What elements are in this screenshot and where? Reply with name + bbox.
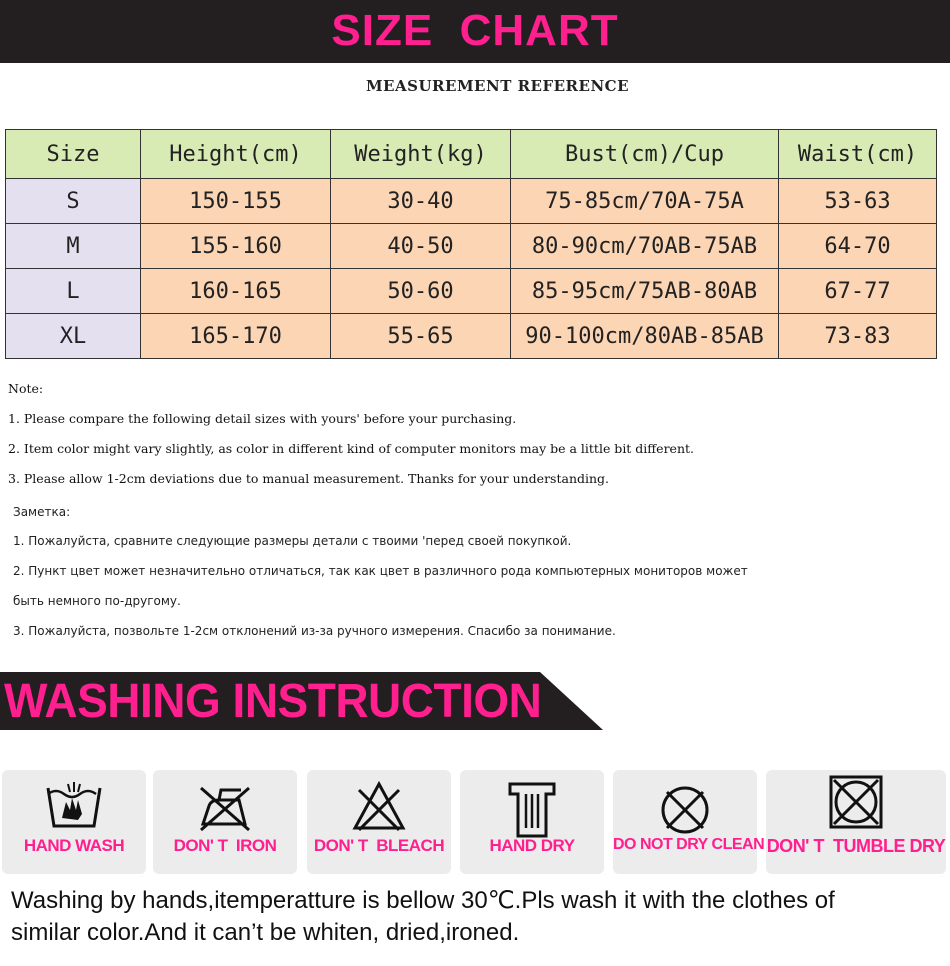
cell-bust: 80-90cm/70AB-75AB [511, 224, 779, 269]
no-tumble-dry-icon [828, 774, 884, 830]
header-height: Height(cm) [141, 130, 331, 179]
header-bust: Bust(cm)/Cup [511, 130, 779, 179]
cell-size: M [6, 224, 141, 269]
table-row [6, 314, 937, 359]
note-item-2: 2. Item color might vary slightly, as color in different kind of computer monitors may be a little bit different. [8, 441, 695, 456]
cell-bust: 75-85cm/70A-75A [511, 179, 779, 224]
header-weight: Weight(kg) [331, 130, 511, 179]
care-label-no-bleach: DON' T BLEACH [313, 836, 445, 855]
no-dry-clean-icon [655, 780, 715, 840]
care-card-hand-wash [2, 770, 146, 874]
cell-height: 155-160 [141, 224, 331, 269]
care-card-hand-dry [460, 770, 604, 874]
cell-bust: 85-95cm/75AB-80AB [511, 269, 779, 314]
size-chart-title: SIZE CHART [331, 6, 619, 55]
cell-height: 165-170 [141, 314, 331, 359]
note-item-1: 1. Please compare the following detail sizes with yours' before your purchasing. [8, 411, 517, 426]
cell-waist: 67-77 [779, 269, 937, 314]
washing-description-line-2: similar color.And it can’t be whiten, dried,ironed. [11, 919, 520, 946]
table-row [6, 179, 937, 224]
cell-bust: 90-100cm/80AB-85AB [511, 314, 779, 359]
cell-waist: 53-63 [779, 179, 937, 224]
cell-height: 160-165 [141, 269, 331, 314]
header-waist: Waist(cm) [779, 130, 937, 179]
care-card-no-tumble-dry [766, 770, 946, 874]
cell-weight: 50-60 [331, 269, 511, 314]
note-heading: Note: [8, 381, 44, 396]
care-card-no-bleach [307, 770, 451, 874]
table-row [6, 269, 937, 314]
no-iron-icon [195, 780, 255, 834]
note-item-3: 3. Please allow 1-2cm deviations due to manual measurement. Thanks for your understanding. [8, 471, 610, 486]
note-ru-item-1: 1. Пожалуйста, сравните следующие размеры детали с твоими 'перед своей покупкой. [13, 534, 572, 548]
note-ru-item-3: 3. Пожалуйста, позвольте 1-2см отклонений из-за ручного измерения. Спасибо за понимание. [13, 624, 616, 638]
table-row [6, 224, 937, 269]
cell-height: 150-155 [141, 179, 331, 224]
washing-description-line-1: Washing by hands,itemperatture is bellow 30℃.Pls wash it with the clothes of [11, 887, 835, 914]
cell-size: S [6, 179, 141, 224]
cell-size: L [6, 269, 141, 314]
cell-size: XL [6, 314, 141, 359]
hand-wash-icon [44, 780, 104, 834]
size-table [5, 129, 937, 359]
no-bleach-icon [349, 780, 409, 834]
hand-dry-icon [502, 780, 562, 840]
measurement-reference-subtitle: MEASUREMENT REFERENCE [365, 77, 630, 95]
care-label-no-tumble-dry: DON' T TUMBLE DRY [766, 836, 946, 856]
note-ru-item-2: 2. Пункт цвет может незначительно отличаться, так как цвет в различного рода компьютерных мониторов может [13, 564, 748, 578]
cell-waist: 73-83 [779, 314, 937, 359]
washing-title: WASHING INSTRUCTION [4, 672, 542, 728]
care-label-hand-dry: HAND DRY [489, 836, 575, 855]
cell-waist: 64-70 [779, 224, 937, 269]
cell-weight: 40-50 [331, 224, 511, 269]
care-label-no-dry-clean: DO NOT DRY CLEAN [613, 836, 765, 853]
care-card-no-dry-clean [613, 770, 765, 874]
care-label-hand-wash: HAND WASH [23, 836, 125, 855]
care-card-no-iron [153, 770, 297, 874]
note-ru-heading: Заметка: [13, 505, 71, 519]
care-label-no-iron: DON' T IRON [173, 836, 277, 855]
table-header-row [6, 130, 937, 179]
note-ru-item-2-cont: быть немного по-другому. [13, 594, 181, 608]
header-size: Size [6, 130, 141, 179]
cell-weight: 30-40 [331, 179, 511, 224]
cell-weight: 55-65 [331, 314, 511, 359]
